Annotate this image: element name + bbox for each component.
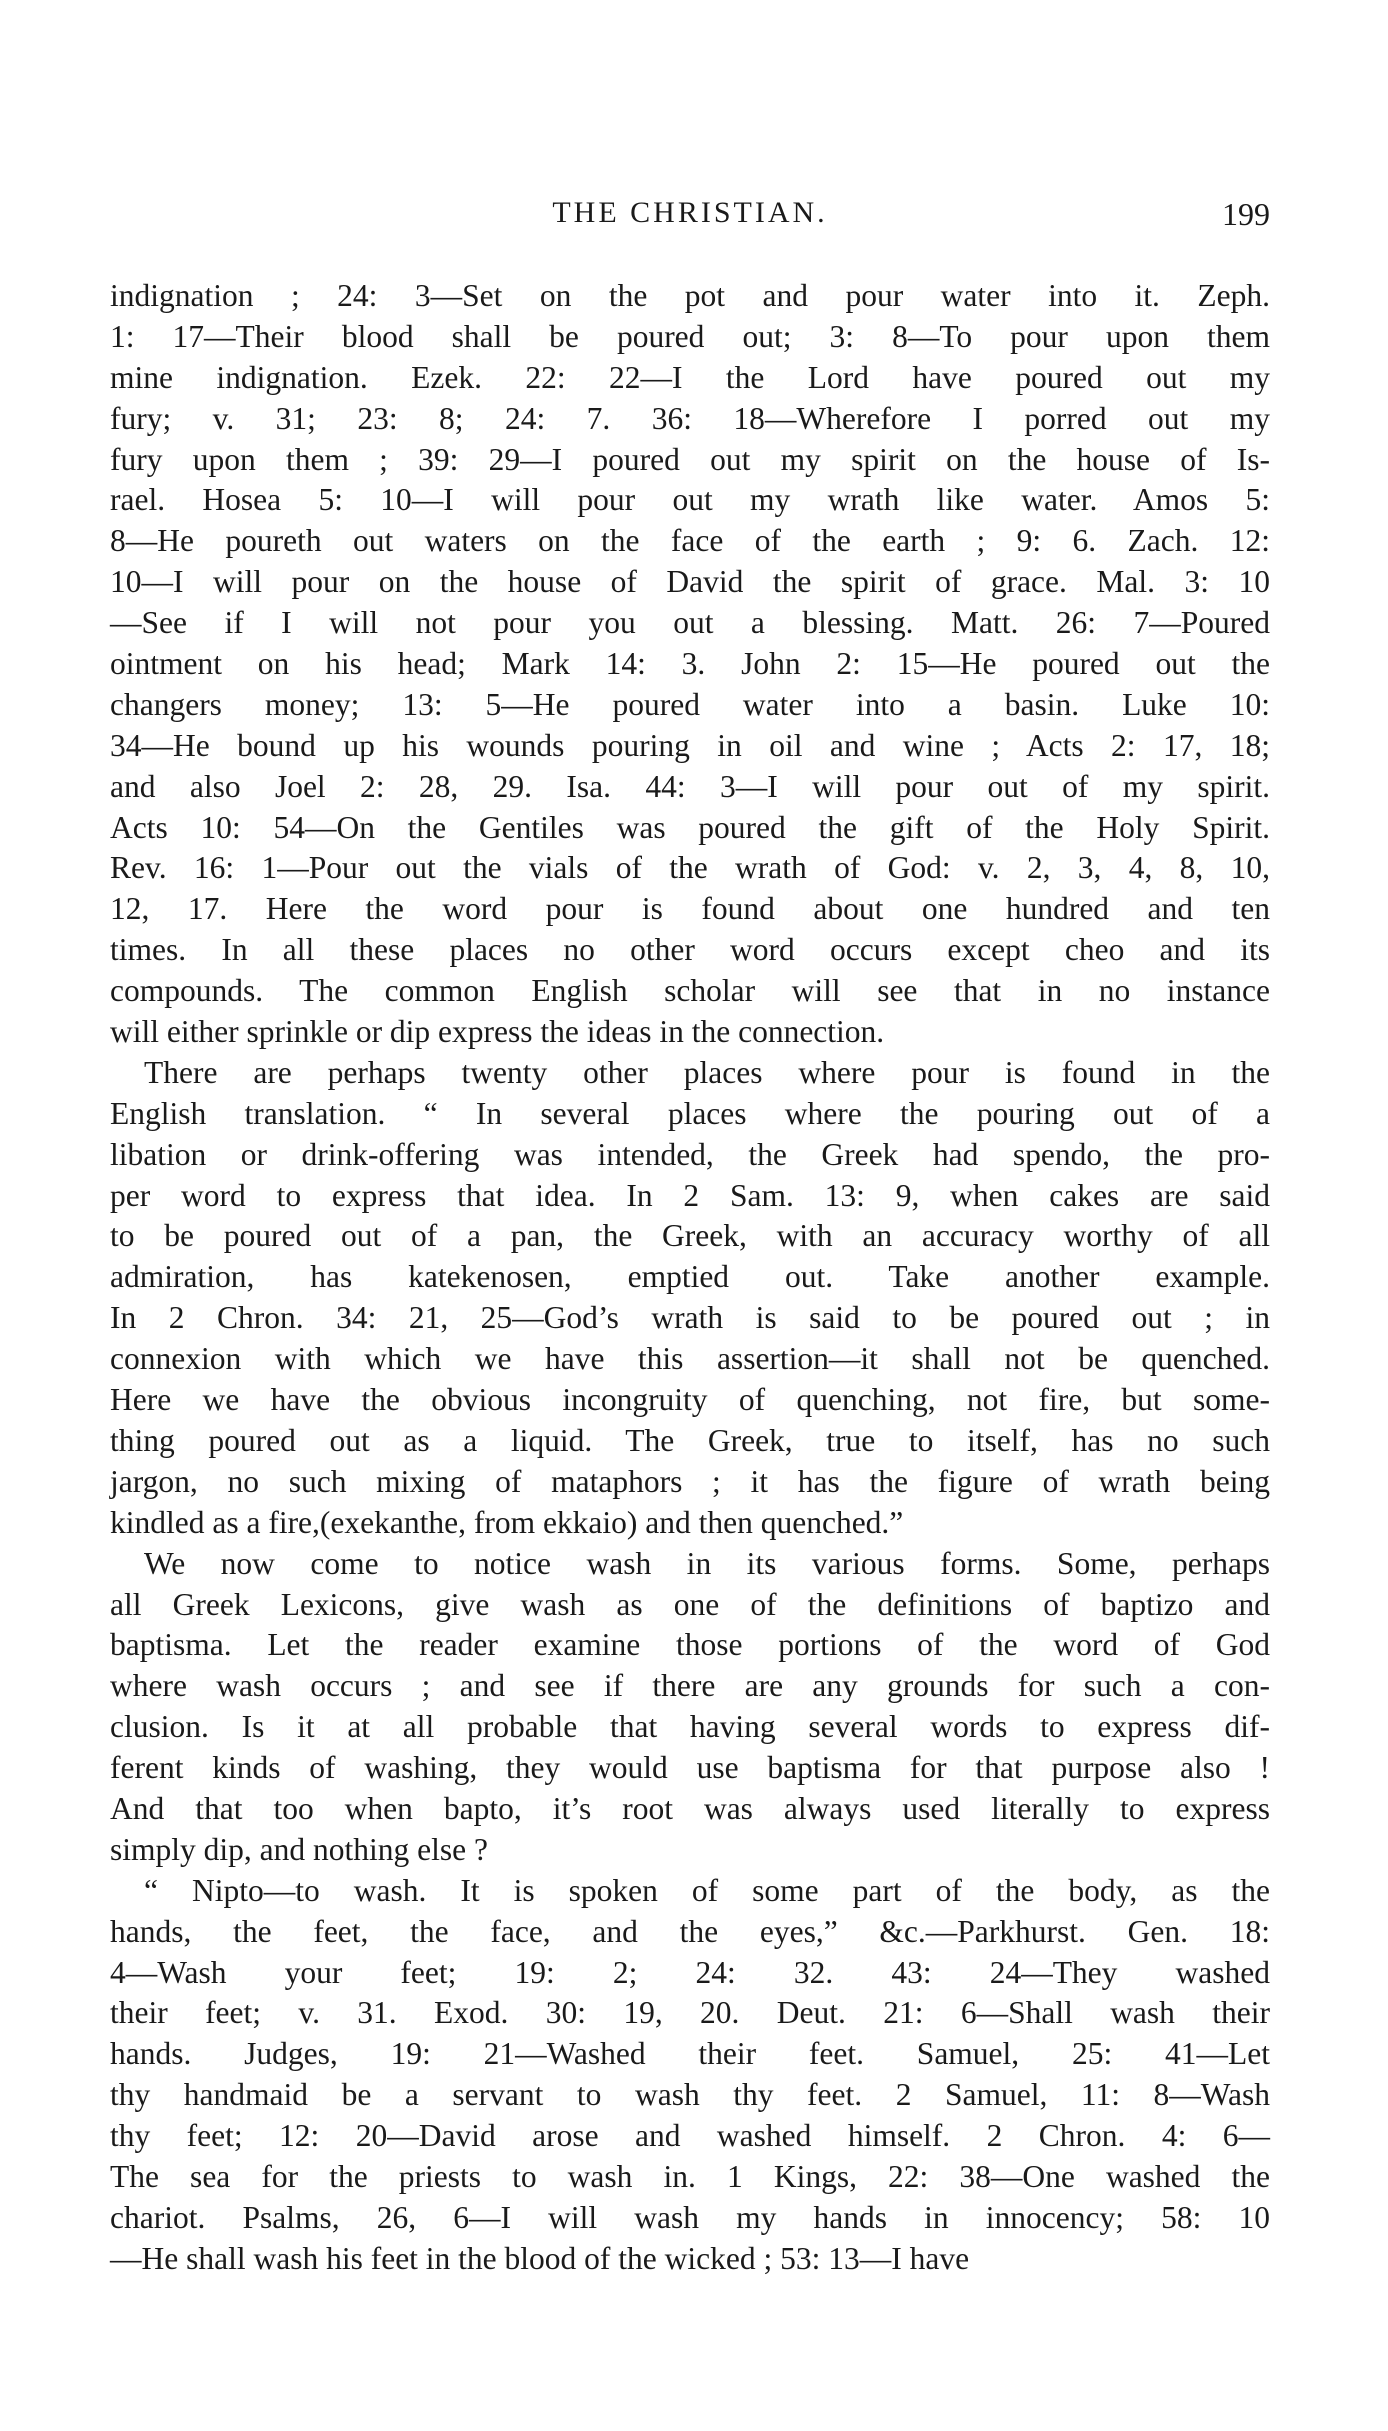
- text-line: clusion. Is it at all probable that having several words to express dif-: [110, 1709, 1270, 1745]
- text-line: 12, 17. Here the word pour is found about one hundred and ten: [110, 891, 1270, 927]
- text-line: baptisma. Let the reader examine those portions of the word of God: [110, 1627, 1270, 1663]
- text-line: Acts 10: 54—On the Gentiles was poured the gift of the Holy Spirit.: [110, 809, 1270, 845]
- running-title: THE CHRISTIAN.: [552, 196, 828, 229]
- text-line: “ Nipto—to wash. It is spoken of some part of the body, as the: [144, 1872, 1270, 1908]
- text-line: connexion with which we have this assertion—it shall not be quenched.: [110, 1341, 1270, 1377]
- text-line: And that too when bapto, it’s root was always used literally to express: [110, 1790, 1270, 1826]
- paragraph: [110, 1544, 1270, 1871]
- text-line: We now come to notice wash in its various forms. Some, perhaps: [144, 1545, 1270, 1581]
- paragraph: [110, 1871, 1270, 2280]
- page-header: [110, 196, 1270, 236]
- text-line: indignation ; 24: 3—Set on the pot and pour water into it. Zeph.: [110, 278, 1270, 313]
- text-line: ferent kinds of washing, they would use baptisma for that purpose also !: [110, 1750, 1270, 1786]
- text-line: Here we have the obvious incongruity of quenching, not fire, but some-: [110, 1382, 1270, 1418]
- text-line: where wash occurs ; and see if there are any grounds for such a con-: [110, 1668, 1270, 1704]
- text-line: kindled as a fire,(exekanthe, from ekkaio) and then quenched.”: [110, 1504, 904, 1540]
- text-line: rael. Hosea 5: 10—I will pour out my wrath like water. Amos 5:: [110, 482, 1270, 518]
- text-line: hands, the feet, the face, and the eyes,” &c.—Parkhurst. Gen. 18:: [110, 1913, 1270, 1949]
- text-line: hands. Judges, 19: 21—Washed their feet. Samuel, 25: 41—Let: [110, 2036, 1270, 2072]
- text-line: The sea for the priests to wash in. 1 Kings, 22: 38—One washed the: [110, 2158, 1270, 2194]
- text-line: to be poured out of a pan, the Greek, with an accuracy worthy of all: [110, 1218, 1270, 1254]
- text-body: [110, 276, 1270, 2280]
- text-line: English translation. “ In several places where the pouring out of a: [110, 1095, 1270, 1131]
- paragraph: [110, 1053, 1270, 1544]
- text-line: thy feet; 12: 20—David arose and washed himself. 2 Chron. 4: 6—: [110, 2118, 1270, 2154]
- text-line: 1: 17—Their blood shall be poured out; 3: 8—To pour upon them: [110, 318, 1270, 354]
- text-line: Rev. 16: 1—Pour out the vials of the wrath of God: v. 2, 3, 4, 8, 10,: [110, 850, 1270, 886]
- text-line: their feet; v. 31. Exod. 30: 19, 20. Deut. 21: 6—Shall wash their: [110, 1995, 1270, 2031]
- text-line: —See if I will not pour you out a blessing. Matt. 26: 7—Poured: [110, 605, 1270, 641]
- text-line: 34—He bound up his wounds pouring in oil and wine ; Acts 2: 17, 18;: [110, 727, 1270, 763]
- text-line: 10—I will pour on the house of David the spirit of grace. Mal. 3: 10: [110, 564, 1270, 600]
- text-line: simply dip, and nothing else ?: [110, 1831, 488, 1867]
- text-line: admiration, has katekenosen, emptied out. Take another example.: [110, 1259, 1270, 1295]
- text-line: will either sprinkle or dip express the ideas in the connection.: [110, 1014, 885, 1050]
- page-number: 199: [1222, 196, 1270, 232]
- text-line: In 2 Chron. 34: 21, 25—God’s wrath is said to be poured out ; in: [110, 1300, 1270, 1336]
- paragraph: [110, 276, 1270, 1053]
- text-line: times. In all these places no other word occurs except cheo and its: [110, 932, 1270, 968]
- text-line: mine indignation. Ezek. 22: 22—I the Lord have poured out my: [110, 359, 1270, 395]
- text-line: There are perhaps twenty other places where pour is found in the: [144, 1054, 1270, 1090]
- text-line: changers money; 13: 5—He poured water into a basin. Luke 10:: [110, 686, 1270, 722]
- text-line: fury; v. 31; 23: 8; 24: 7. 36: 18—Wherefore I porred out my: [110, 400, 1270, 436]
- text-line: fury upon them ; 39: 29—I poured out my spirit on the house of Is-: [110, 441, 1270, 477]
- text-line: thing poured out as a liquid. The Greek, true to itself, has no such: [110, 1422, 1270, 1458]
- text-line: —He shall wash his feet in the blood of the wicked ; 53: 13—I have: [110, 2240, 970, 2276]
- text-line: and also Joel 2: 28, 29. Isa. 44: 3—I will pour out of my spirit.: [110, 768, 1270, 804]
- text-line: ointment on his head; Mark 14: 3. John 2: 15—He poured out the: [110, 646, 1270, 682]
- text-line: jargon, no such mixing of mataphors ; it has the figure of wrath being: [110, 1463, 1270, 1499]
- text-line: 8—He poureth out waters on the face of the earth ; 9: 6. Zach. 12:: [110, 523, 1270, 559]
- text-line: thy handmaid be a servant to wash thy feet. 2 Samuel, 11: 8—Wash: [110, 2077, 1270, 2113]
- text-line: libation or drink-offering was intended, the Greek had spendo, the pro-: [110, 1136, 1270, 1172]
- text-line: chariot. Psalms, 26, 6—I will wash my hands in innocency; 58: 10: [110, 2199, 1270, 2235]
- text-line: 4—Wash your feet; 19: 2; 24: 32. 43: 24—They washed: [110, 1954, 1270, 1990]
- text-line: compounds. The common English scholar will see that in no instance: [110, 973, 1270, 1009]
- text-line: per word to express that idea. In 2 Sam. 13: 9, when cakes are said: [110, 1177, 1270, 1213]
- text-line: all Greek Lexicons, give wash as one of the definitions of baptizo and: [110, 1586, 1270, 1622]
